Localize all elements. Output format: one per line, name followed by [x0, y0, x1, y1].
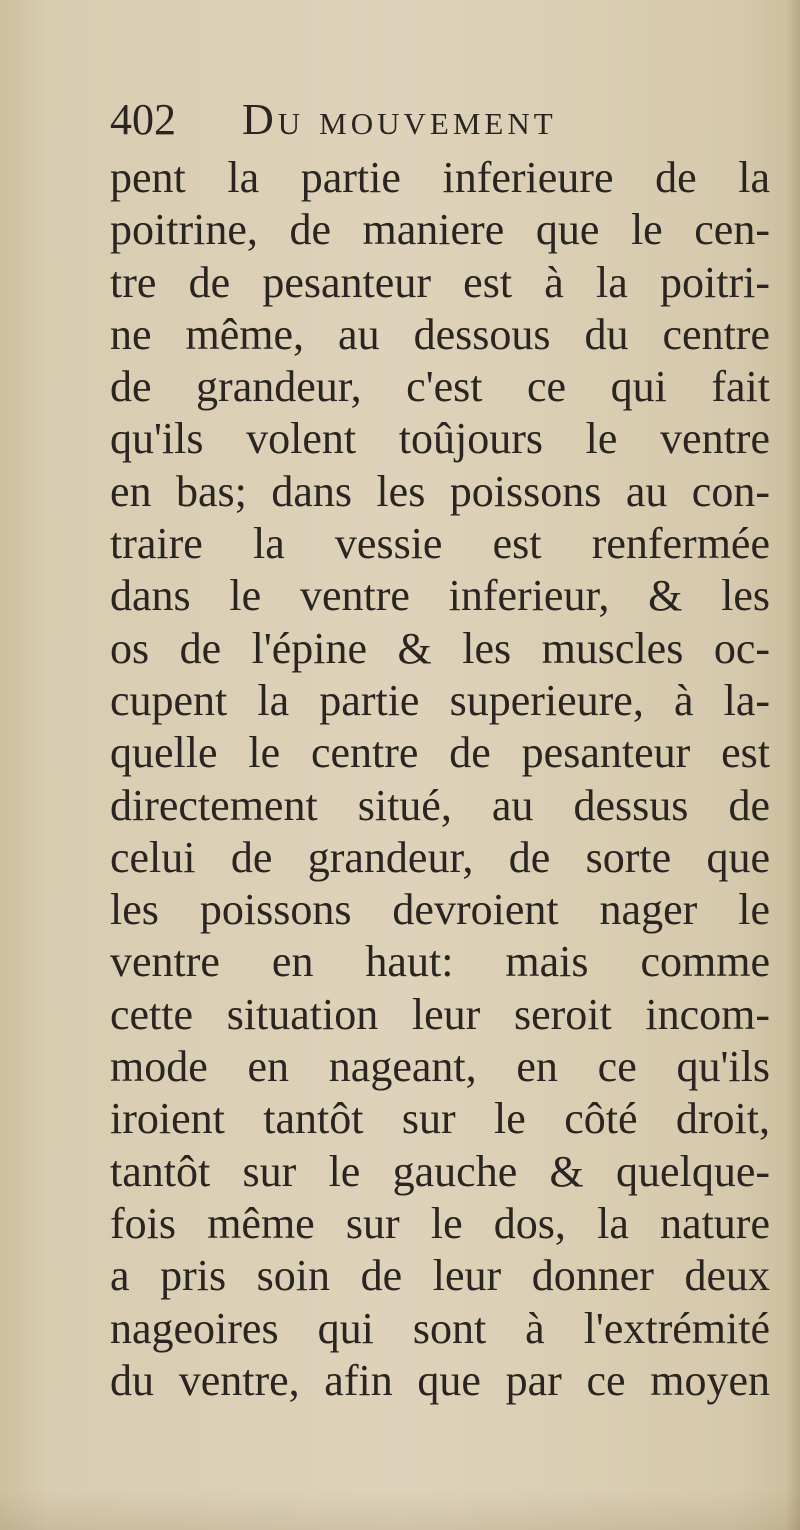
- text-line: en bas; dans les poissons au con-: [110, 466, 770, 516]
- text-line: cette situation leur seroit incom-: [110, 989, 770, 1039]
- page-header: [110, 92, 740, 148]
- text-line: ventre en haut: mais comme: [110, 937, 770, 987]
- text-line: celui de grandeur, de sorte que: [110, 832, 770, 882]
- body-text: [110, 152, 770, 1407]
- text-line: quelle le centre de pesanteur est: [110, 728, 770, 778]
- text-line: les poissons devroient nager le: [110, 885, 770, 935]
- text-line: du ventre, afin que par ce moyen: [110, 1355, 770, 1405]
- text-line: cupent la partie superieure, à la-: [110, 675, 770, 725]
- text-line: traire la vessie est renfermée: [110, 519, 770, 569]
- text-line: directement situé, au dessus de: [110, 780, 770, 830]
- text-line: os de l'épine & les muscles oc-: [110, 623, 770, 673]
- page-edge-shadow: [786, 0, 800, 1530]
- text-line: fois même sur le dos, la nature: [110, 1198, 770, 1248]
- text-line: nageoires qui sont à l'extrémité: [110, 1303, 770, 1353]
- text-line: iroient tantôt sur le côté droit,: [110, 1094, 770, 1144]
- text-line: tantôt sur le gauche & quelque-: [110, 1146, 770, 1196]
- page-bottom-shadow: [0, 1490, 800, 1530]
- page-number: 402: [110, 95, 176, 144]
- text-line: pent la partie inferieure de la: [110, 153, 770, 202]
- text-line: tre de pesanteur est à la poitri-: [110, 257, 770, 307]
- text-line: mode en nageant, en ce qu'ils: [110, 1042, 770, 1092]
- text-line: poitrine, de maniere que le cen-: [110, 205, 770, 255]
- text-line: ne même, au dessous du centre: [110, 309, 770, 359]
- text-line: de grandeur, c'est ce qui fait: [110, 362, 770, 412]
- running-head: Du mouvement: [242, 95, 557, 144]
- text-line: dans le ventre inferieur, & les: [110, 571, 770, 621]
- text-line: a pris soin de leur donner deux: [110, 1251, 770, 1301]
- text-line: qu'ils volent toûjours le ventre: [110, 414, 770, 464]
